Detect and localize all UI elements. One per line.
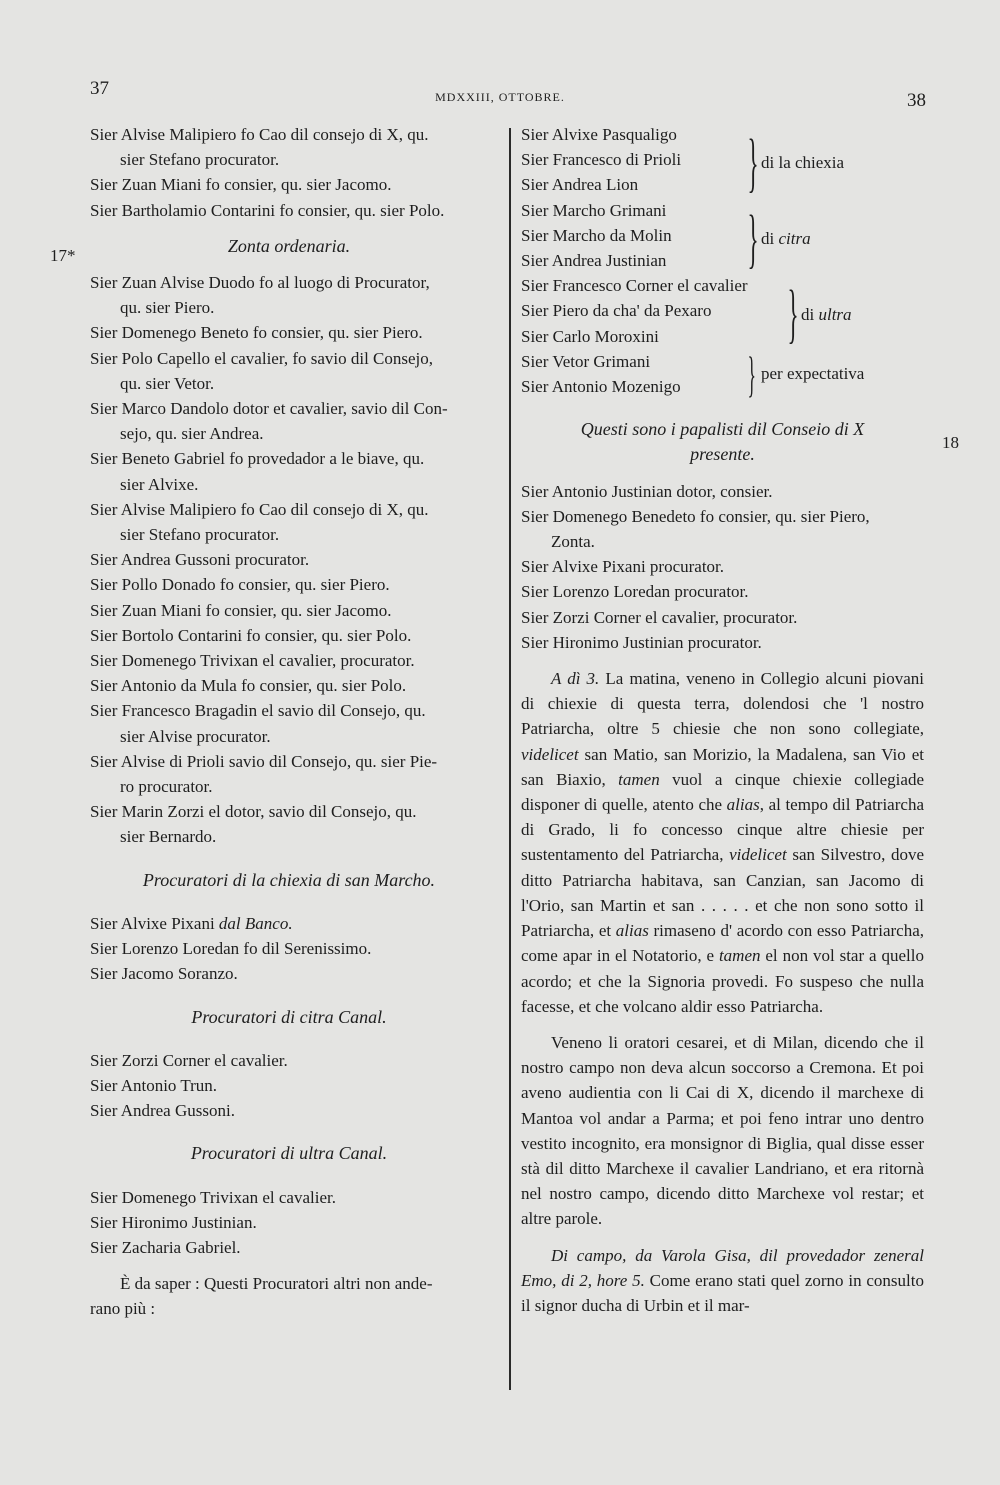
text-line: Sier Polo Capello el cavalier, fo savio dil Consejo, — [90, 348, 434, 368]
text-line: rano più : — [90, 1299, 156, 1319]
text-line: qu. sier Vetor. — [120, 373, 215, 393]
text-line: ro procurator. — [120, 777, 213, 797]
text-line: Sier Zuan Alvise Duodo fo al luogo di Procurator, — [90, 273, 430, 293]
text-span-italic: alias — [726, 795, 760, 815]
text-line: Sier Vetor Grimani — [521, 351, 651, 371]
date-label: A dì 3. — [551, 669, 600, 689]
text-line: Sier Pollo Donado fo consier, qu. sier Piero. — [90, 575, 390, 595]
text-line: Sier Andrea Gussoni. — [90, 1101, 235, 1121]
section-heading-san-marcho: Procuratori di la chiexia di san Marcho. — [142, 869, 436, 890]
text-line: È da saper : Questi Procuratori altri non ande- — [120, 1274, 433, 1294]
text-line: Sier Carlo Moroxini — [521, 326, 659, 346]
text-line: Sier Domenego Beneto fo consier, qu. sier Piero. — [90, 323, 423, 343]
text-line: Sier Alvise di Prioli savio dil Consejo, qu. sier Pie- — [90, 751, 438, 771]
text-line: Sier Hironimo Justinian. — [90, 1212, 257, 1232]
paragraph-di-campo — [521, 1243, 924, 1319]
text-line: Sier Antonio Mozenigo — [521, 377, 681, 397]
paragraph-oratori: Veneno li oratori cesarei, et di Milan, dicendo che il nostro campo non deva alcun soccorso a Cremona. Et poi aveno audientia con li Cai di X, dicendo il marchexe di Mantoa vol andar a Parma; et poi feno intrar uno dentro vestito incognito, era monsignor di Biglia, qual disse esser stà dil ditto Marchexe il cavalier Landriano, et era ritornà nel nostro campo, dicendo ditto Marchexe vol restar; et altre parole. — [521, 1032, 924, 1229]
text-line: Sier Marcho Grimani — [521, 200, 667, 220]
text-line: Sier Zorzi Corner el cavalier. — [90, 1050, 288, 1070]
brace-glyph: } — [787, 277, 799, 351]
text-span-italic: dal Banco. — [218, 913, 293, 933]
name-group-expectativa — [521, 345, 924, 402]
text-span: san Silvestro, dove ditto Patriarcha habitava, san Canzian, san Jacomo di l'Orio, san Martin et san . . . . . et che non sono sotto il Patriarcha, et — [521, 845, 925, 941]
text-line: Sier Piero da cha' da Pexaro — [521, 301, 712, 321]
group-label — [761, 226, 811, 251]
brace-glyph: } — [747, 345, 756, 402]
brace-group-2 — [743, 201, 811, 275]
text-line: Sier Bortolo Contarini fo consier, qu. sier Polo. — [90, 625, 412, 645]
brace-group-1 — [743, 128, 844, 198]
text-span-italic: ultra — [818, 304, 852, 324]
text-line: Sier Antonio da Mula fo consier, qu. sier Polo. — [90, 676, 407, 696]
text-line: Sier Jacomo Soranzo. — [90, 964, 238, 984]
text-line: sier Stefano procurator. — [120, 525, 280, 545]
text-line: Sier Lorenzo Loredan procurator. — [521, 582, 749, 602]
text-line: Sier Hironimo Justinian procurator. — [521, 632, 762, 652]
right-column — [521, 122, 924, 1318]
text-line: Sier Alvise Malipiero fo Cao dil consejo di X, qu. — [90, 125, 429, 144]
text-span-italic: citra — [778, 229, 811, 248]
text-line: Sier Andrea Justinian — [521, 251, 667, 271]
text-line: Sier Domenego Trivixan el cavalier, procurator. — [90, 651, 415, 671]
text-line: Sier Zacharia Gabriel. — [90, 1237, 241, 1257]
text-line: Sier Andrea Gussoni procurator. — [90, 550, 310, 570]
text-line: Sier Zuan Miani fo consier, qu. sier Jacomo. — [90, 175, 392, 195]
text-line: Zonta. — [551, 532, 595, 552]
name-group-ultra — [521, 273, 924, 349]
text-span: Sier Alvixe Pixani — [90, 913, 215, 933]
text-line: Sier Marcho da Molin — [521, 225, 672, 245]
text-line: Sier Antonio Justinian dotor, consier. — [521, 481, 773, 501]
text-line: Sier Domenego Trivixan el cavalier. — [90, 1187, 336, 1207]
text-line: Sier Lorenzo Loredan fo dil Serenissimo. — [90, 939, 372, 959]
text-line: Sier Marco Dandolo dotor et cavalier, savio dil Con- — [90, 399, 448, 419]
text-span: el non vol star a quello acordo; et che la Signoria provedi. Fo suspeso che nulla facesse, et che volcano aldir esso Patriarcha. — [521, 946, 924, 1016]
text-line: Sier Alvixe Pixani procurator. — [521, 557, 725, 577]
page-number-right: 38 — [907, 90, 926, 111]
brace-glyph: } — [747, 201, 759, 275]
running-title: MDXXIII, OTTOBRE. — [435, 90, 565, 104]
text-line: sier Stefano procurator. — [120, 150, 280, 170]
section-heading-papalisti: Questi sono i papalisti dil Conseio di X — [580, 419, 865, 440]
text-span: La matina, veneno in Collegio alcuni piovani di chiexie di questa terra, dolendosi che 'l nostro Patriarcha, oltre 5 chiesie che non sono collegiate, — [521, 669, 924, 739]
column-divider — [509, 128, 511, 1390]
text-line: Sier Andrea Lion — [521, 175, 639, 195]
text-span-italic: alias — [615, 921, 649, 941]
text-line: Sier Beneto Gabriel fo provedador a le biave, qu. — [90, 449, 425, 469]
page-number-left: 37 — [90, 78, 109, 99]
paragraph-a-di-3 — [521, 666, 924, 1019]
text-line: Sier Alvise Malipiero fo Cao dil consejo di X, qu. — [90, 499, 429, 519]
text-span-italic: videlicet — [729, 845, 787, 865]
text-span: vuol a cinque chiexie collegiade disponer di quelle, atento che — [521, 769, 924, 815]
margin-note-left: 17* — [50, 246, 76, 265]
group-label: di la chiexia — [761, 153, 845, 173]
text-line: Sier Alvixe Pasqualigo — [521, 125, 677, 144]
section-heading-papalisti-2: presente. — [690, 444, 755, 465]
text-span: di — [801, 304, 815, 324]
text-span-italic: videlicet — [521, 744, 579, 764]
name-group-citra — [521, 198, 924, 274]
text-span: di — [761, 229, 775, 248]
text-line: Sier Zorzi Corner el cavalier, procurator. — [521, 607, 798, 627]
brace-group-4 — [743, 345, 864, 403]
text-span: , al tempo dil Patriarcha di Grado, li fo concesso cinque altre chiesie per sustentamento del Patriarcha, — [521, 795, 924, 865]
text-line: sier Alvixe. — [120, 474, 199, 494]
text-line — [90, 911, 488, 936]
group-label — [801, 302, 852, 327]
brace-group-3 — [783, 279, 852, 349]
text-line: Sier Antonio Trun. — [90, 1075, 218, 1095]
text-span: Come erano stati quel zorno in consulto il signor ducha di Urbin et il mar- — [521, 1270, 924, 1315]
text-span: rimaseno d' acordo con esso Patriarcha, come apar in el Notatorio, e — [521, 921, 924, 966]
text-line: sier Bernardo. — [120, 827, 217, 847]
text-line: Sier Zuan Miani fo consier, qu. sier Jacomo. — [90, 600, 392, 620]
text-span-italic: Di campo, da Varola Gisa, dil provedador zeneral Emo, di 2, hore 5. — [521, 1245, 924, 1290]
name-group-chiexia — [521, 122, 924, 198]
text-line: sejo, qu. sier Andrea. — [120, 424, 264, 444]
text-line: Sier Francesco di Prioli — [521, 150, 682, 170]
text-line: qu. sier Piero. — [120, 298, 215, 318]
text-span-italic: tamen — [618, 769, 660, 789]
text-line: Sier Marin Zorzi el dotor, savio dil Consejo, qu. — [90, 802, 417, 822]
section-heading-zonta: Zonta ordenaria. — [227, 235, 351, 256]
text-line: sier Alvise procurator. — [120, 726, 271, 746]
text-line: Sier Francesco Bragadin el savio dil Consejo, qu. — [90, 701, 426, 721]
text-span: san Matio, san Morizio, la Madalena, san Vio et san Biaxio, — [521, 744, 924, 789]
text-line: Sier Domenego Benedeto fo consier, qu. sier Piero, — [521, 506, 870, 526]
brace-glyph: } — [747, 126, 759, 199]
group-label: per expectativa — [761, 364, 865, 384]
text-line: Sier Bartholamio Contarini fo consier, qu. sier Polo. — [90, 200, 445, 220]
left-column — [90, 122, 488, 1322]
section-heading-ultra: Procuratori di ultra Canal. — [190, 1143, 388, 1164]
section-heading-citra: Procuratori di citra Canal. — [191, 1006, 387, 1027]
text-span-italic: tamen — [718, 946, 761, 966]
text-line: Sier Francesco Corner el cavalier — [521, 276, 748, 296]
margin-note-right: 18 — [942, 433, 959, 452]
